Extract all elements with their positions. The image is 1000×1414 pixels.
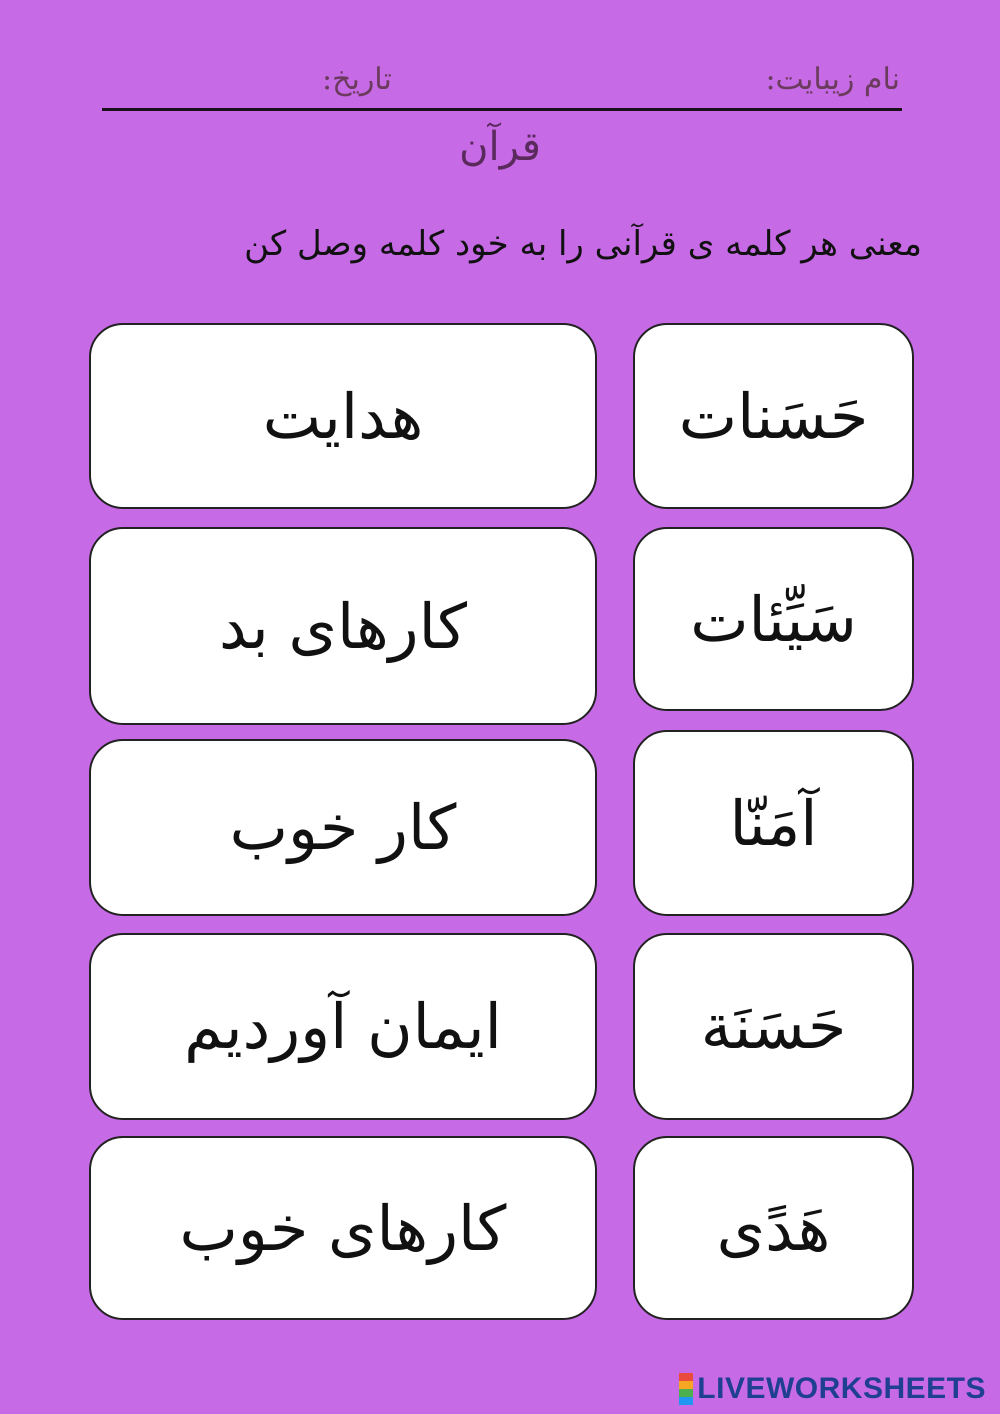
word-card-5[interactable]: هَدًی xyxy=(633,1136,914,1320)
meaning-card-3[interactable]: کار خوب xyxy=(89,739,597,916)
word-card-3[interactable]: آمَنّا xyxy=(633,730,914,916)
meaning-card-2[interactable]: کارهای بد xyxy=(89,527,597,725)
word-card-4[interactable]: حَسَنَة xyxy=(633,933,914,1120)
meaning-card-5[interactable]: کارهای خوب xyxy=(89,1136,597,1320)
header-divider xyxy=(102,108,902,111)
brand-color-mark-icon xyxy=(679,1373,693,1405)
brand-text: LIVEWORKSHEETS xyxy=(697,1372,986,1405)
liveworksheets-logo xyxy=(679,1372,986,1406)
date-label: تاریخ: xyxy=(322,62,392,97)
instruction-text: معنی هر کلمه ی قرآنی را به خود کلمه وصل کن xyxy=(244,224,922,264)
meaning-card-1[interactable]: هدایت xyxy=(89,323,597,509)
word-card-1[interactable]: حَسَنات xyxy=(633,323,914,509)
page-title: قرآن xyxy=(459,124,541,170)
word-card-2[interactable]: سَیِّئات xyxy=(633,527,914,711)
meaning-card-4[interactable]: ایمان آوردیم xyxy=(89,933,597,1120)
name-label: نام زیبایت: xyxy=(765,62,900,97)
